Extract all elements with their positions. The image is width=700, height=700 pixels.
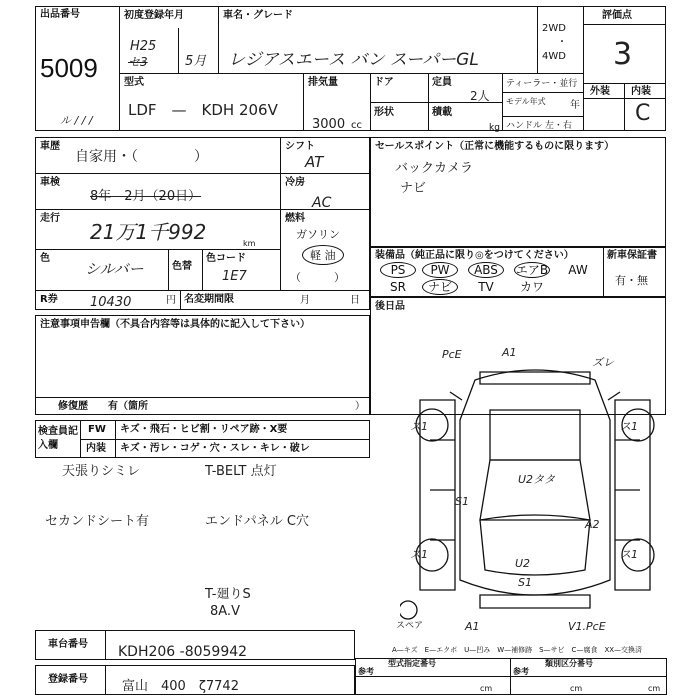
damage-mark-12: A1 [465,620,480,633]
cm-3: cm [648,684,661,693]
car-name: レジアスエース バン スーパーGL [228,50,479,70]
shape-label: 形状 [374,107,394,118]
nen: 年 [570,100,580,111]
cm-2: cm [570,684,583,693]
ref-label-2: 参考 [513,667,529,676]
equip-circle-1 [422,262,458,278]
inspect-value: 8年 2月（20日） [90,189,202,204]
day: 日 [350,295,360,306]
ac-label: 冷房 [285,177,305,188]
capacity-label: 定員 [432,77,452,88]
fuel-label: 燃料 [285,213,305,224]
repair-label: 修復歴 有（箇所 [58,401,148,412]
note3: セカンドシート有 [45,514,150,529]
fw-items: キズ・飛石・ヒビ割・リペア跡・X要 [120,424,288,435]
notes-box [35,315,370,415]
lot-number: 5009 [40,53,98,83]
cat-no-label: 類別区分番号 [545,659,593,668]
yen: 円 [166,295,176,306]
equip-item-5: SR [390,280,406,294]
note1: 天張りシミレ [62,464,141,479]
notes-label: 注意事項申告欄（不具合内容等は具体的に記入して下さい） [40,319,310,330]
cc-unit: cc [351,120,362,131]
color-swap-label: 色替 [172,261,192,272]
ref-label-1: 参考 [358,667,374,676]
dealer-label: ティーラー・並行 [506,79,578,89]
damage-mark-13: V1.PcE [568,620,606,633]
equip-item-6: ナビ [427,280,452,294]
color-value: シルバー [85,260,144,278]
name-change-label: 名変期間限 [184,294,234,305]
damage-mark-8: ス1 [410,548,428,561]
r-value: 10430 [90,295,132,310]
fuel-option: 軽 油 [310,249,336,262]
fuel-circle [302,245,344,265]
history-value: 自家用・（ ） [75,149,208,165]
km-unit: km [243,239,256,248]
ext-label: 外装 [590,86,610,97]
damage-mark-4: ス1 [620,420,638,433]
reg-year-label: 初度登録年月 [124,10,184,21]
cc-value: 3000 [312,117,346,132]
fuel-value: ガソリン [296,228,340,241]
reg-era-strike: セ3 [128,55,148,69]
equip-circle-0 [380,262,416,278]
int-items: キズ・汚レ・コゲ・穴・スレ・キレ・破レ [120,443,310,454]
door-label: ドア [374,77,394,88]
note2: T-BELT 点灯 [205,464,277,479]
lot-small: ル / / / [60,114,93,127]
fw-label: FW [88,424,106,435]
plate-value: 富山 400 ζ7742 [122,679,239,694]
note5: T-廻りS [205,587,251,602]
score-label: 評価点 [602,10,632,21]
equip-item-4: AW [568,263,588,277]
damage-mark-3: ス1 [410,420,428,433]
equip-item-0: PS [390,263,406,277]
note6: 8A.V [210,604,240,619]
type-value: LDF — KDH 206V [128,101,278,119]
int-score: C [635,101,651,126]
sales-line1: バックカメラ [395,161,474,176]
color-code: 1E7 [222,269,247,284]
warranty-label: 新車保証書 [607,250,657,261]
chassis-value: KDH206 -8059942 [118,644,248,660]
score-value: 3 [613,37,633,72]
interior-label: 内装 [86,443,106,454]
damage-mark-10: U2 [515,557,531,570]
int-label: 内装 [631,86,651,97]
fuel-paren: （ ） [290,271,345,284]
history-label: 車歴 [40,141,60,152]
lot-label: 出品番号 [40,9,80,20]
load-label: 積載 [432,107,452,118]
spare-label: スペア [396,621,424,631]
wd2: 2WD [542,23,566,34]
auction-sheet: 出品番号 5009 ル / / / 初度登録年月 H25 セ3 5月 車名・グレード レジアスエース バン スーパーGL 2WD ・ 4WD 評価点 3 型式 LDF — KDH 206V 排気量 3000 cc ドア 定員 2人 形状 積載 kg ティーラー・並行 モデル年式 年 ハンドル 左・右 外装 内装 C 車歴 自家用・（ ） シフト AT 車検 8年 2月（20日） 冷房 AC 走行 21万1千992 km 燃料 ガソリン 軽 油 （ ） 色 シルバー 色替 色コード 1E7 R券 10430 円 名変期間限 月 日 注意事項申告欄（不具合内容等は具体的に記入して下さい） 修復歴 有（箇所 ） セールスポイント（正常に機能するものに限ります） バックカメラ ナビ 装備品（純正品に限り◎をつけてください） 新車保証書 有・無 後日品 検査員記入欄 FW キズ・飛石・ヒビ割・リペア跡・X要 内装 キズ・汚レ・コゲ・穴・スレ・キレ・破レ 天張りシミレ T-BELT 点灯 セカンドシート有 エンドパネル C穴 T-廻りS 8A.V PcE A1 ズレ ス1 ス1 U2タタ S1 A2 ス1 ス1 U2 S1 A1 V1.PcE スペア A—キズ E—エクボ U—凹み W—補修跡 S—サビ C—腐食 XX—交換済 車台番号 KDH206 -8059942 登録番号 富山 400 ζ7742 型式指定番号 類別区分番号 参考 参考 cm cm cm PS PW ABS エアB AW SR ナビ TV カワ [0,0,700,700]
damage-mark-7: A2 [585,518,600,531]
damage-mark-5: U2タタ [518,473,556,486]
chassis-label: 車台番号 [48,639,88,650]
load-unit: kg [489,123,500,133]
shift-value: AT [305,153,324,171]
color-code-label: 色コード [206,253,246,264]
type-no-label: 型式指定番号 [388,659,436,668]
sales-line2: ナビ [400,181,427,196]
equip-circle-6 [422,279,458,295]
car-label: 車名・グレード [223,10,293,21]
inspector-label: 検査員記入欄 [38,426,78,451]
damage-mark-0: PcE [442,348,462,361]
equip-label: 装備品（純正品に限り◎をつけてください） [375,250,574,261]
damage-mark-9: ス1 [620,548,638,561]
plate-label: 登録番号 [48,674,88,685]
capacity-value: 2人 [470,89,490,103]
cc-label: 排気量 [308,77,338,88]
equip-item-8: カワ [519,280,544,294]
warranty-value: 有・無 [615,274,648,287]
damage-mark-11: S1 [518,576,532,589]
equip-item-7: TV [478,280,494,294]
equip-item-3: エアB [515,263,549,277]
cm-1: cm [480,684,493,693]
handle-label: ハンドル 左・右 [506,121,572,131]
damage-legend: A—キズ E—エクボ U—凹み W—補修跡 S—サビ C—腐食 XX—交換済 [392,646,643,654]
shift-label: シフト [285,141,315,152]
mileage-value: 21万1千992 [90,220,207,244]
equip-circle-3 [514,262,550,278]
equip-circle-2 [468,262,504,278]
r-label: R券 [40,294,58,305]
reg-year: H25 [130,39,157,54]
wd4: 4WD [542,51,566,62]
ac-value: AC [312,195,332,211]
type-label: 型式 [124,77,144,88]
color-label: 色 [40,253,50,264]
equip-item-2: ABS [474,263,498,277]
month: 月 [300,295,310,306]
car-diagram [400,340,670,640]
inspect-label: 車検 [40,177,60,188]
damage-mark-6: S1 [455,495,469,508]
damage-mark-2: ズレ [592,356,614,369]
seat-label: 後日品 [375,301,405,312]
damage-mark-1: A1 [502,346,517,359]
note4: エンドパネル C穴 [205,514,309,529]
mileage-label: 走行 [40,213,60,224]
sales-label: セールスポイント（正常に機能するものに限ります） [375,141,615,152]
equip-item-1: PW [430,263,450,277]
reg-month: 5月 [185,54,207,69]
model-year-label: モデル年式 [506,97,546,106]
